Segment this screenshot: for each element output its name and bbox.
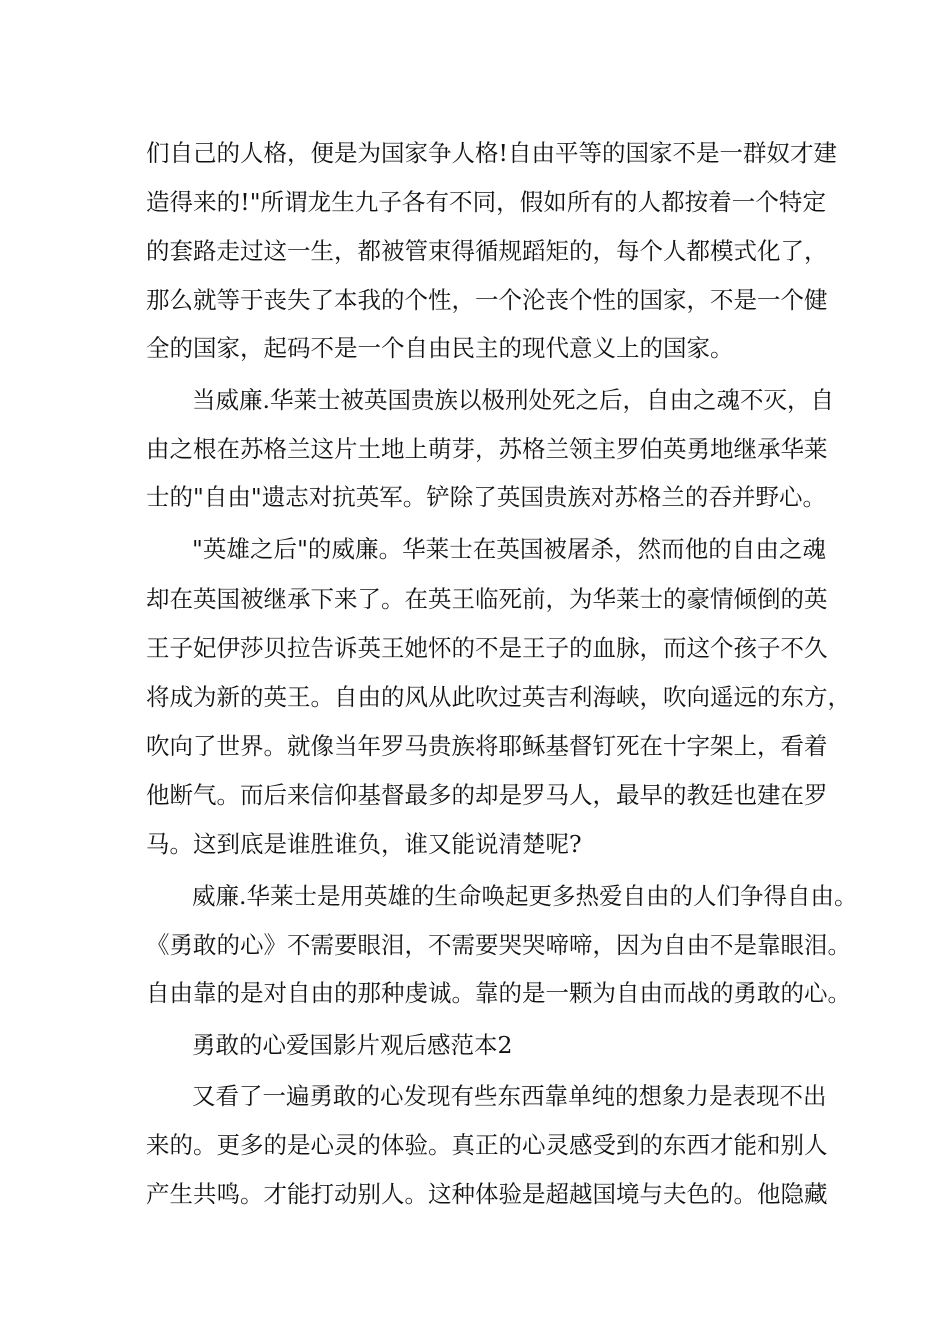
text-line: 的套路走过这一生，都被管束得循规蹈矩的，每个人都模式化了， xyxy=(146,237,828,265)
text-line: 《勇敢的心》不需要眼泪，不需要哭哭啼啼，因为自由不是靠眼泪。 xyxy=(146,931,851,959)
paragraph-first-line: "英雄之后"的威廉。华莱士在英国被屠杀，然而他的自由之魂 xyxy=(192,535,826,563)
text-line: 王子妃伊莎贝拉告诉英王她怀的不是王子的血脉，而这个孩子不久 xyxy=(146,634,828,662)
text-line: 们自己的人格，便是为国家争人格!自由平等的国家不是一群奴才建 xyxy=(146,139,837,167)
text-line: 全的国家，起码不是一个自由民主的现代意义上的国家。 xyxy=(146,334,734,362)
text-line: 他断气。而后来信仰基督最多的却是罗马人，最早的教廷也建在罗 xyxy=(146,781,828,809)
text-line: 造得来的!"所谓龙生九子各有不同，假如所有的人都按着一个特定 xyxy=(146,188,826,216)
paragraph-first-line: 又看了一遍勇敢的心发现有些东西靠单纯的想象力是表现不出 xyxy=(192,1082,827,1110)
text-line: 士的"自由"遗志对抗英军。铲除了英国贵族对苏格兰的吞并野心。 xyxy=(146,483,826,511)
text-line: 那么就等于丧失了本我的个性，一个沦丧个性的国家，不是一个健 xyxy=(146,286,828,314)
text-line: 产生共鸣。才能打动别人。这种体验是超越国境与夫色的。他隐藏 xyxy=(146,1180,828,1208)
text-line: 却在英国被继承下来了。在英王临死前，为华莱士的豪情倾倒的英 xyxy=(146,585,828,613)
paragraph-first-line: 当威廉.华莱士被英国贵族以极刑处死之后，自由之魂不灭，自 xyxy=(192,386,834,414)
paragraph-first-line: 威廉.华莱士是用英雄的生命唤起更多热爱自由的人们争得自由。 xyxy=(192,882,858,910)
text-line: 吹向了世界。就像当年罗马贵族将耶稣基督钉死在十字架上，看着 xyxy=(146,732,828,760)
section-heading: 勇敢的心爱国影片观后感范本2 xyxy=(192,1031,513,1059)
text-line: 来的。更多的是心灵的体验。真正的心灵感受到的东西才能和别人 xyxy=(146,1131,828,1159)
text-line: 自由靠的是对自由的那种虔诚。靠的是一颗为自由而战的勇敢的心。 xyxy=(146,979,851,1007)
text-line: 将成为新的英王。自由的风从此吹过英吉利海峡，吹向遥远的东方， xyxy=(146,683,851,711)
text-line: 马。这到底是谁胜谁负，谁又能说清楚呢? xyxy=(146,830,582,858)
text-line: 由之根在苏格兰这片土地上萌芽，苏格兰领主罗伯英勇地继承华莱 xyxy=(146,435,828,463)
